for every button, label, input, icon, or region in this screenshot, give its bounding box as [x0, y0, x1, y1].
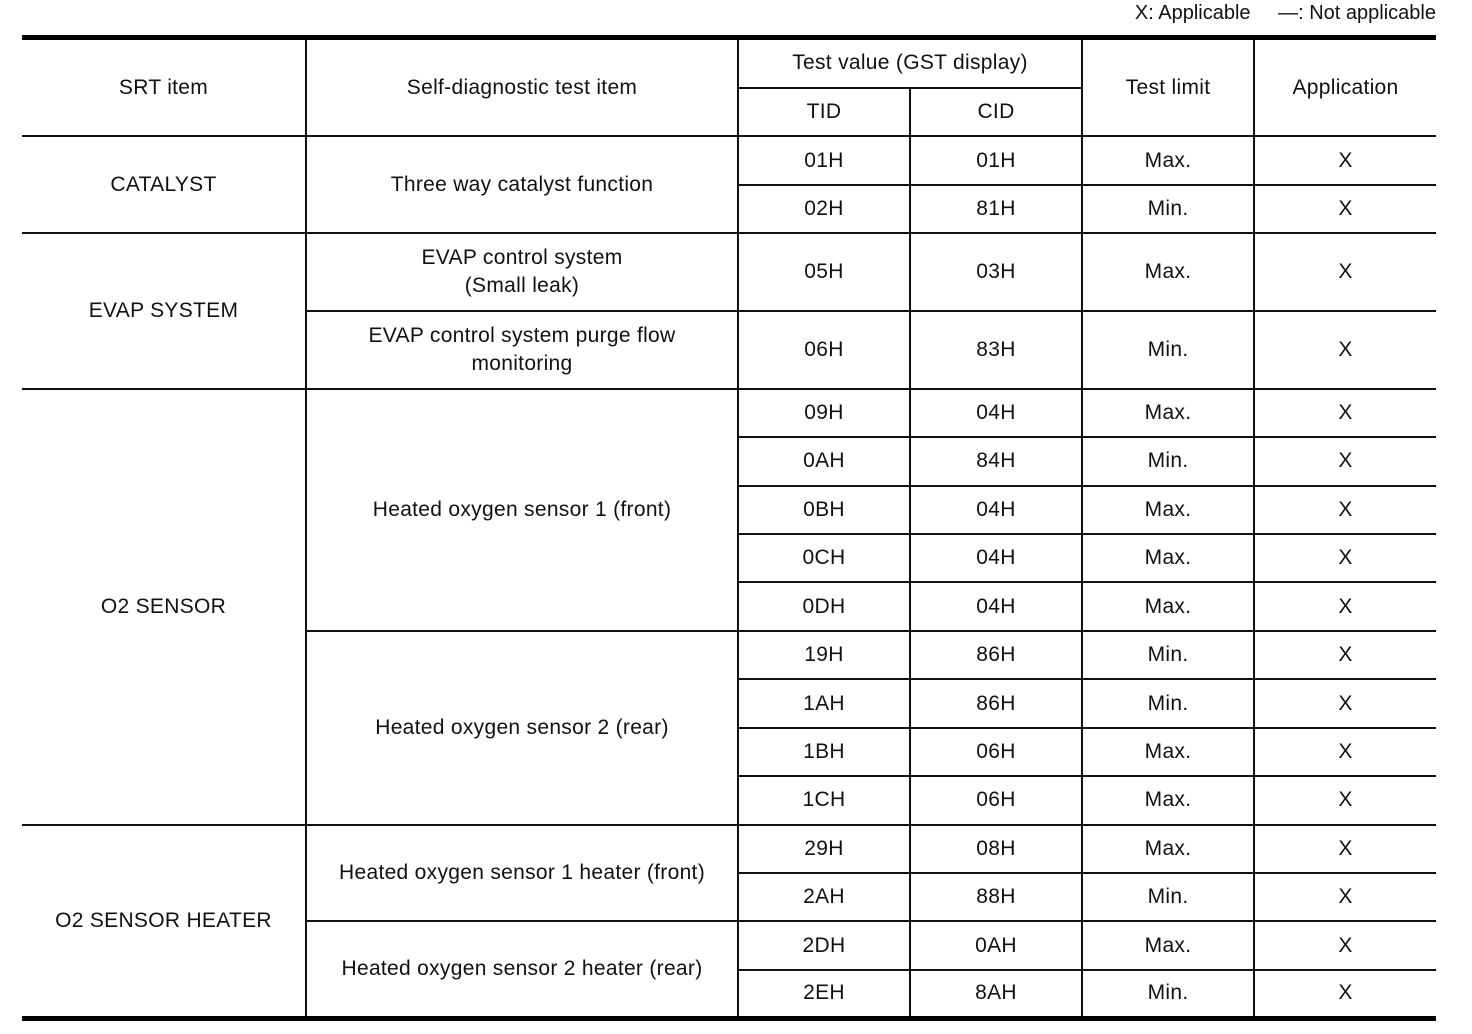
tid-cell: 0BH: [738, 486, 910, 534]
application-cell: X: [1254, 825, 1436, 873]
tid-cell: 2EH: [738, 970, 910, 1019]
limit-cell: Max.: [1082, 776, 1254, 824]
header-test-value: Test value (GST display): [738, 38, 1082, 88]
limit-cell: Min.: [1082, 873, 1254, 921]
table-row: [22, 233, 1436, 311]
header-application: Application: [1254, 38, 1436, 137]
application-cell: X: [1254, 921, 1436, 969]
cid-cell: 86H: [910, 631, 1082, 679]
cid-cell: 04H: [910, 534, 1082, 582]
limit-cell: Max.: [1082, 233, 1254, 311]
tid-cell: 05H: [738, 233, 910, 311]
cid-cell: 01H: [910, 136, 1082, 184]
header-self-diagnostic: Self-diagnostic test item: [306, 38, 738, 137]
cid-cell: 86H: [910, 679, 1082, 727]
tid-cell: 02H: [738, 185, 910, 233]
application-cell: X: [1254, 776, 1436, 824]
application-cell: X: [1254, 582, 1436, 630]
item-hos2-rear: Heated oxygen sensor 2 (rear): [306, 631, 738, 825]
table-row: [22, 389, 1436, 437]
header-tid: TID: [738, 88, 910, 136]
tid-cell: 2DH: [738, 921, 910, 969]
limit-cell: Min.: [1082, 970, 1254, 1019]
application-cell: X: [1254, 970, 1436, 1019]
header-cid: CID: [910, 88, 1082, 136]
srt-table: [22, 35, 1436, 1021]
cid-cell: 81H: [910, 185, 1082, 233]
application-cell: X: [1254, 534, 1436, 582]
limit-cell: Max.: [1082, 389, 1254, 437]
legend: [1135, 2, 1436, 25]
cid-cell: 0AH: [910, 921, 1082, 969]
application-cell: X: [1254, 437, 1436, 485]
limit-cell: Max.: [1082, 582, 1254, 630]
cid-cell: 03H: [910, 233, 1082, 311]
limit-cell: Max.: [1082, 728, 1254, 776]
item-hos1-front: Heated oxygen sensor 1 (front): [306, 389, 738, 631]
limit-cell: Max.: [1082, 921, 1254, 969]
table-row: [22, 825, 1436, 873]
limit-cell: Max.: [1082, 486, 1254, 534]
item-hos1-heater-front: Heated oxygen sensor 1 heater (front): [306, 825, 738, 922]
cid-cell: 06H: [910, 776, 1082, 824]
group-o2-sensor: O2 SENSOR: [22, 389, 306, 825]
header-test-limit: Test limit: [1082, 38, 1254, 137]
limit-cell: Min.: [1082, 679, 1254, 727]
header-row: [22, 38, 1436, 88]
cid-cell: 04H: [910, 389, 1082, 437]
legend-not-applicable: —: Not applicable: [1278, 2, 1436, 24]
tid-cell: 29H: [738, 825, 910, 873]
legend-applicable: X: Applicable: [1134, 2, 1251, 24]
application-cell: X: [1254, 136, 1436, 184]
application-cell: X: [1254, 873, 1436, 921]
limit-cell: Min.: [1082, 185, 1254, 233]
tid-cell: 19H: [738, 631, 910, 679]
application-cell: X: [1254, 679, 1436, 727]
cid-cell: 8AH: [910, 970, 1082, 1019]
tid-cell: 0DH: [738, 582, 910, 630]
cid-cell: 84H: [910, 437, 1082, 485]
group-o2-sensor-heater: O2 SENSOR HEATER: [22, 825, 306, 1019]
application-cell: X: [1254, 389, 1436, 437]
cid-cell: 88H: [910, 873, 1082, 921]
cid-cell: 06H: [910, 728, 1082, 776]
application-cell: X: [1254, 185, 1436, 233]
item-evap-purge-line2: monitoring: [471, 351, 573, 375]
limit-cell: Min.: [1082, 631, 1254, 679]
item-evap-small-leak: [306, 233, 738, 311]
header-srt-item: SRT item: [22, 38, 306, 137]
tid-cell: 1AH: [738, 679, 910, 727]
limit-cell: Min.: [1082, 437, 1254, 485]
tid-cell: 1CH: [738, 776, 910, 824]
tid-cell: 0CH: [738, 534, 910, 582]
cid-cell: 04H: [910, 582, 1082, 630]
item-evap-small-leak-line1: EVAP control system: [421, 246, 623, 270]
tid-cell: 2AH: [738, 873, 910, 921]
group-evap-system: EVAP SYSTEM: [22, 233, 306, 388]
cid-cell: 08H: [910, 825, 1082, 873]
item-evap-purge-flow: [306, 311, 738, 389]
tid-cell: 09H: [738, 389, 910, 437]
application-cell: X: [1254, 486, 1436, 534]
limit-cell: Max.: [1082, 136, 1254, 184]
limit-cell: Max.: [1082, 534, 1254, 582]
application-cell: X: [1254, 233, 1436, 311]
application-cell: X: [1254, 631, 1436, 679]
cid-cell: 83H: [910, 311, 1082, 389]
application-cell: X: [1254, 311, 1436, 389]
table-row: [22, 136, 1436, 184]
tid-cell: 0AH: [738, 437, 910, 485]
limit-cell: Max.: [1082, 825, 1254, 873]
group-catalyst: CATALYST: [22, 136, 306, 233]
application-cell: X: [1254, 728, 1436, 776]
tid-cell: 01H: [738, 136, 910, 184]
tid-cell: 1BH: [738, 728, 910, 776]
item-evap-purge-line1: EVAP control system purge flow: [368, 323, 676, 347]
cid-cell: 04H: [910, 486, 1082, 534]
item-evap-small-leak-line2: (Small leak): [464, 274, 580, 298]
limit-cell: Min.: [1082, 311, 1254, 389]
item-three-way-catalyst: Three way catalyst function: [306, 136, 738, 233]
item-hos2-heater-rear: Heated oxygen sensor 2 heater (rear): [306, 921, 738, 1018]
tid-cell: 06H: [738, 311, 910, 389]
